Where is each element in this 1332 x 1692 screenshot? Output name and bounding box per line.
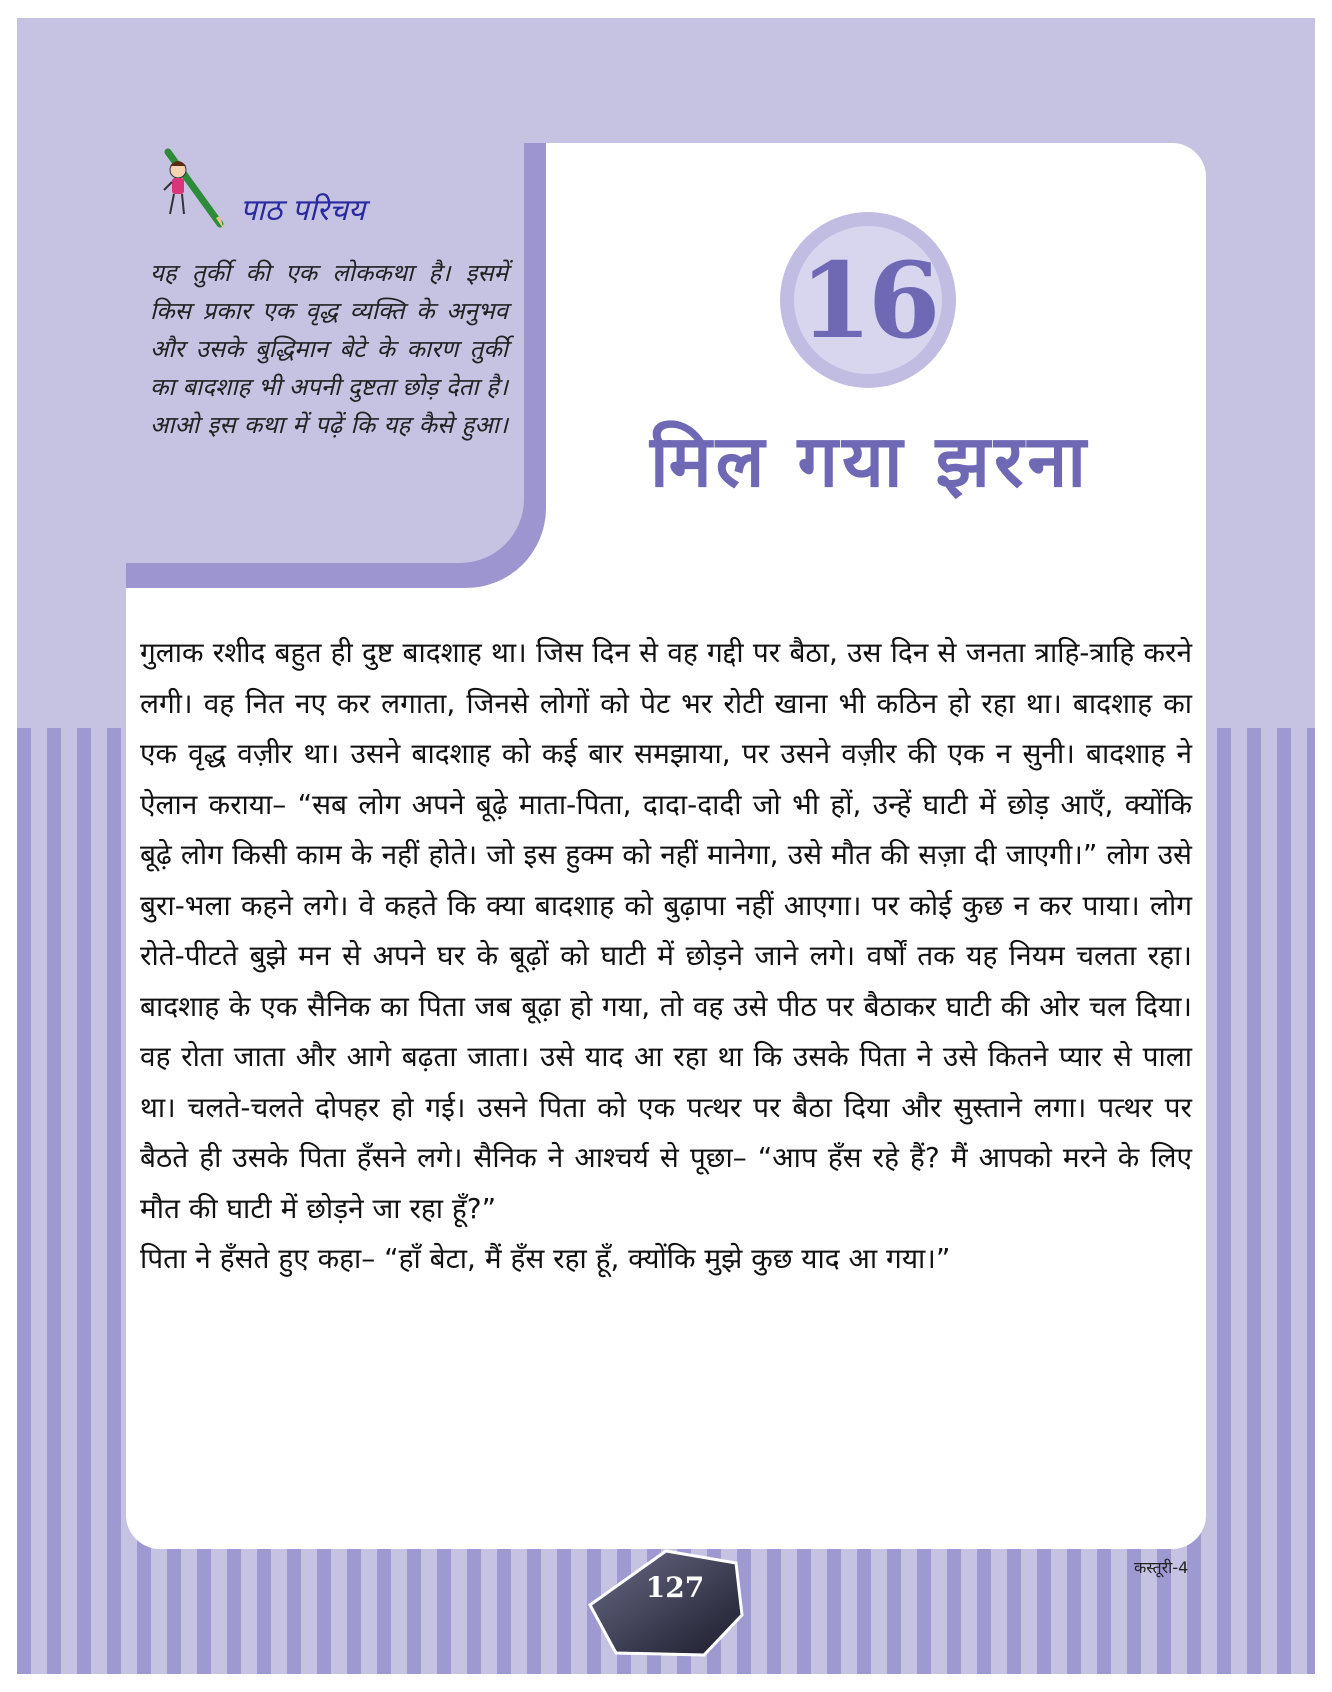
intro-text: यह तुर्की की एक लोककथा है। इसमें किस प्रकार एक वृद्ध व्यक्ति के अनुभव और उसके बुद्धिमान बेटे के कारण तुर्की का बादशाह भी अपनी दुष्टता छोड़ देता है। आओ इस कथा में पढ़ें कि यह कैसे हुआ।	[150, 259, 508, 439]
page-number: 127	[645, 1571, 705, 1604]
story-body	[140, 628, 1192, 1285]
story-paragraph: पिता ने हँसते हुए कहा– “हाँ बेटा, मैं हँस रहा हूँ, क्योंकि मुझे कुछ याद आ गया।”	[140, 1242, 951, 1275]
chapter-number: 16	[799, 238, 937, 362]
chapter-title: मिल गया झरना	[649, 419, 1091, 503]
girl-with-pencil-icon	[158, 148, 230, 228]
book-label: कस्तूरी-4	[1134, 1558, 1189, 1577]
intro-heading: पाठ परिचय	[240, 193, 366, 228]
story-paragraph: गुलाक रशीद बहुत ही दुष्ट बादशाह था। जिस दिन से वह गद्दी पर बैठा, उस दिन से जनता त्राहि-त्राहि करने लगी। वह नित नए कर लगाता, जिनसे लोगों को पेट भर रोटी खाना भी कठिन हो रहा था। बादशाह का एक वृद्ध वज़ीर था। उसने बादशाह को कई बार समझाया, पर उसने वज़ीर की एक न सुनी। बादशाह ने ऐलान कराया– “सब लोग अपने बूढ़े माता-पिता, दादा-दादी जो भी हों, उन्हें घाटी में छोड़ आएँ, क्योंकि बूढ़े लोग किसी काम के नहीं होते। जो इस हुक्म को नहीं मानेगा, उसे मौत की सज़ा दी जाएगी।” लोग उसे बुरा-भला कहने लगे। वे कहते कि क्या बादशाह को बुढ़ापा नहीं आएगा। पर कोई कुछ न कर पाया। लोग रोते-पीटते बुझे मन से अपने घर के बूढ़ों को घाटी में छोड़ने जाने लगे। वर्षों तक यह नियम चलता रहा। बादशाह के एक सैनिक का पिता जब बूढ़ा हो गया, तो वह उसे पीठ पर बैठाकर घाटी की ओर चल दिया। वह रोता जाता और आगे बढ़ता जाता। उसे याद आ रहा था कि उसके पिता ने उसे कितने प्यार से पाला था। चलते-चलते दोपहर हो गई। उसने पिता को एक पत्थर पर बैठा दिया और सुस्ताने लगा। पत्थर पर बैठते ही उसके पिता हँसने लगे। सैनिक ने आश्चर्य से पूछा– “आप हँस रहे हैं? मैं आपको मरने के लिए मौत की घाटी में छोड़ने जा रहा हूँ?”	[140, 636, 1192, 1225]
